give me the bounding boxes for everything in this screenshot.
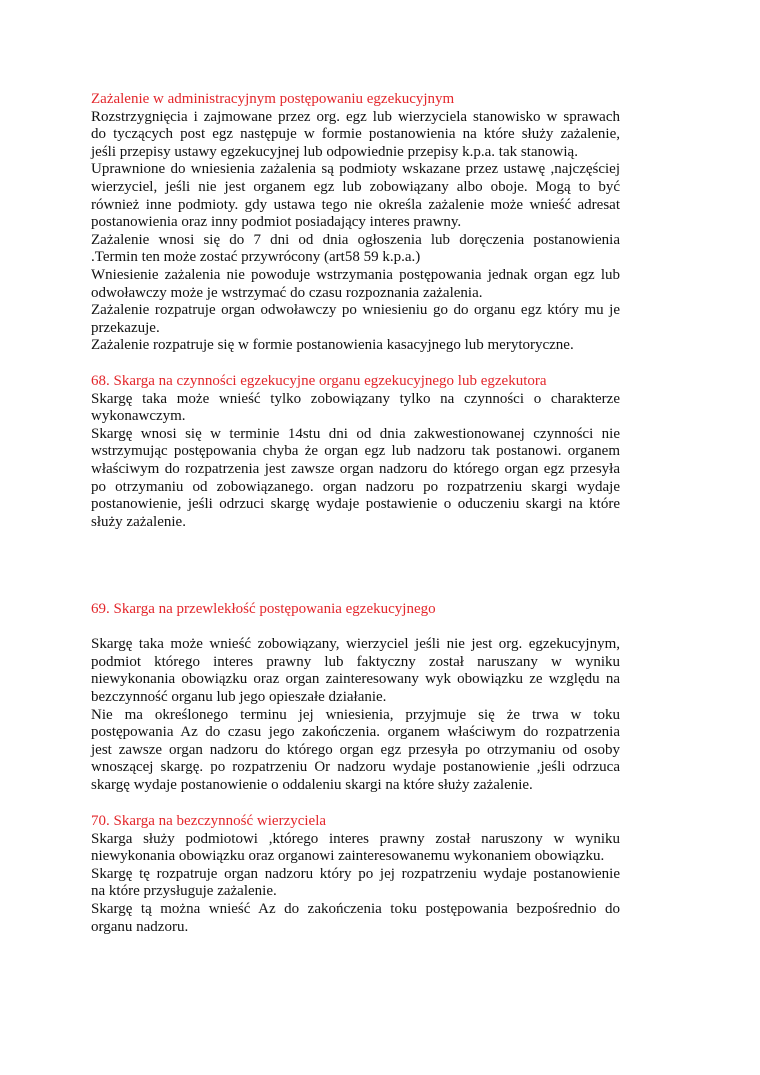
paragraph	[91, 831, 620, 866]
text-line: również inne podmioty. gdy ustawa tego nie określa zażalenie może wnieść adresat	[91, 196, 620, 213]
section-heading: 68. Skarga na czynności egzekucyjne organu egzekucyjnego lub egzekutora	[91, 373, 547, 389]
text-line: po otrzymaniu od zobowiązanego. organ nadzoru po rozpatrzeniu skargi wydaje	[91, 478, 620, 495]
paragraph	[91, 267, 620, 302]
section-heading: 70. Skarga na bezczynność wierzyciela	[91, 813, 327, 829]
text-line: jest zawsze organ nadzoru do którego organ egz przesyła po otrzymaniu od osoby	[91, 741, 620, 758]
text-line: Skargę tą można wnieść Az do zakończenia toku postępowania bezpośrednio do	[91, 900, 620, 917]
paragraph	[91, 636, 620, 706]
text-line: Nie ma określonego terminu jej wniesienia, przyjmuje się że trwa w toku	[91, 706, 620, 723]
text-line: wstrzymując postępowania chyba że organ egz lub nadzoru tak postanowi. organem	[91, 443, 620, 460]
paragraph	[91, 426, 620, 532]
text-line: Uprawnione do wniesienia zażalenia są podmioty wskazane przez ustawę ,najczęściej	[91, 161, 620, 178]
paragraph	[91, 232, 620, 267]
text-line: Rozstrzygnięcia i zajmowane przez org. egz lub wierzyciela stanowisko w sprawach	[91, 108, 620, 125]
text-line: Skarga służy podmiotowi ,którego interes prawny został naruszony w wyniku	[91, 830, 620, 847]
paragraph	[91, 391, 620, 426]
text-line: postanowienia oraz inny podmiot posiadający interes prawny.	[91, 214, 462, 231]
text-line: Skargę wnosi się w terminie 14stu dni od dnia zakwestionowanej czynności nie	[91, 425, 620, 442]
section-heading: Zażalenie w administracyjnym postępowaniu egzekucyjnym	[91, 91, 455, 107]
text-line: postanowienie, jeśli odrzuci skargę wydaje postawienie o oduczeniu skargi na które	[91, 496, 620, 513]
section	[91, 601, 620, 795]
section	[91, 373, 620, 531]
text-line: niewykonania obowiązku oraz organowi zainteresowanemu wykonaniem obowiązku.	[91, 848, 605, 865]
paragraph	[91, 337, 620, 355]
text-line: Skargę tę rozpatruje organ nadzoru który po jej rozpatrzeniu wydaje postanowienie	[91, 865, 620, 882]
text-line: na które przysługuje zażalenie.	[91, 883, 277, 900]
text-line: wnoszącej skargę. po rozpatrzeniu Or nadzoru wydaje postanowienie ,jeśli odrzuca	[91, 759, 620, 776]
text-line: przekazuje.	[91, 319, 160, 336]
paragraph	[91, 161, 620, 231]
paragraph	[91, 302, 620, 337]
text-line: postępowania Az do czasu jego zakończenia. organem właściwym do rozpatrzenia	[91, 724, 620, 741]
text-line: skargę wydaje postanowienie o oddaleniu skargi na które służy zażalenie.	[91, 776, 533, 793]
text-line: wierzyciel, jeśli nie jest organem egz lub zobowiązany albo oboje. Mogą to być	[91, 178, 620, 195]
text-line: Skargę taka może wnieść tylko zobowiązany tylko na czynności o charakterze	[91, 390, 620, 407]
text-line: służy zażalenie.	[91, 513, 186, 530]
text-line: Zażalenie rozpatruje organ odwoławczy po wniesieniu go do organu egz który mu je	[91, 302, 620, 319]
text-line: do tyczących post egz następuje w formie postanowienia na które służy zażalenie,	[91, 126, 620, 143]
text-line: .Termin ten może zostać przywrócony (art58 59 k.p.a.)	[91, 249, 421, 266]
section-heading: 69. Skarga na przewlekłość postępowania egzekucyjnego	[91, 601, 436, 617]
text-line: odwoławczy może je wstrzymać do czasu rozpoznania zażalenia.	[91, 284, 483, 301]
paragraph	[91, 866, 620, 901]
text-line: Wniesienie zażalenia nie powoduje wstrzymania postępowania jednak organ egz lub	[91, 266, 620, 283]
text-line: Zażalenie wnosi się do 7 dni od dnia ogłoszenia lub doręczenia postanowienia	[91, 231, 620, 248]
text-line: Skargę taka może wnieść zobowiązany, wierzyciel jeśli nie jest org. egzekucyjnym,	[91, 636, 620, 653]
text-line: wykonawczym.	[91, 408, 186, 425]
text-line: bezczynność organu lub jego opieszałe działanie.	[91, 688, 387, 705]
text-line: właściwym do rozpatrzenia jest zawsze organ nadzoru do którego organ egz przesyła	[91, 460, 620, 477]
text-line: Zażalenie rozpatruje się w formie postanowienia kasacyjnego lub merytoryczne.	[91, 337, 574, 354]
section	[91, 813, 620, 936]
paragraph	[91, 109, 620, 162]
text-line: jeśli przepisy ustawy egzekucyjnej lub odpowiednie przepisy k.p.a. tak stanowią.	[91, 143, 578, 160]
text-line: organu nadzoru.	[91, 918, 189, 935]
text-line: podmiot którego interes prawny lub faktyczny został naruszany w wyniku	[91, 653, 620, 670]
paragraph	[91, 707, 620, 795]
paragraph	[91, 901, 620, 936]
text-line: niewykonania obowiązku oraz organ zainteresowany wyk obowiązku ze względu na	[91, 671, 620, 688]
section	[91, 91, 620, 355]
